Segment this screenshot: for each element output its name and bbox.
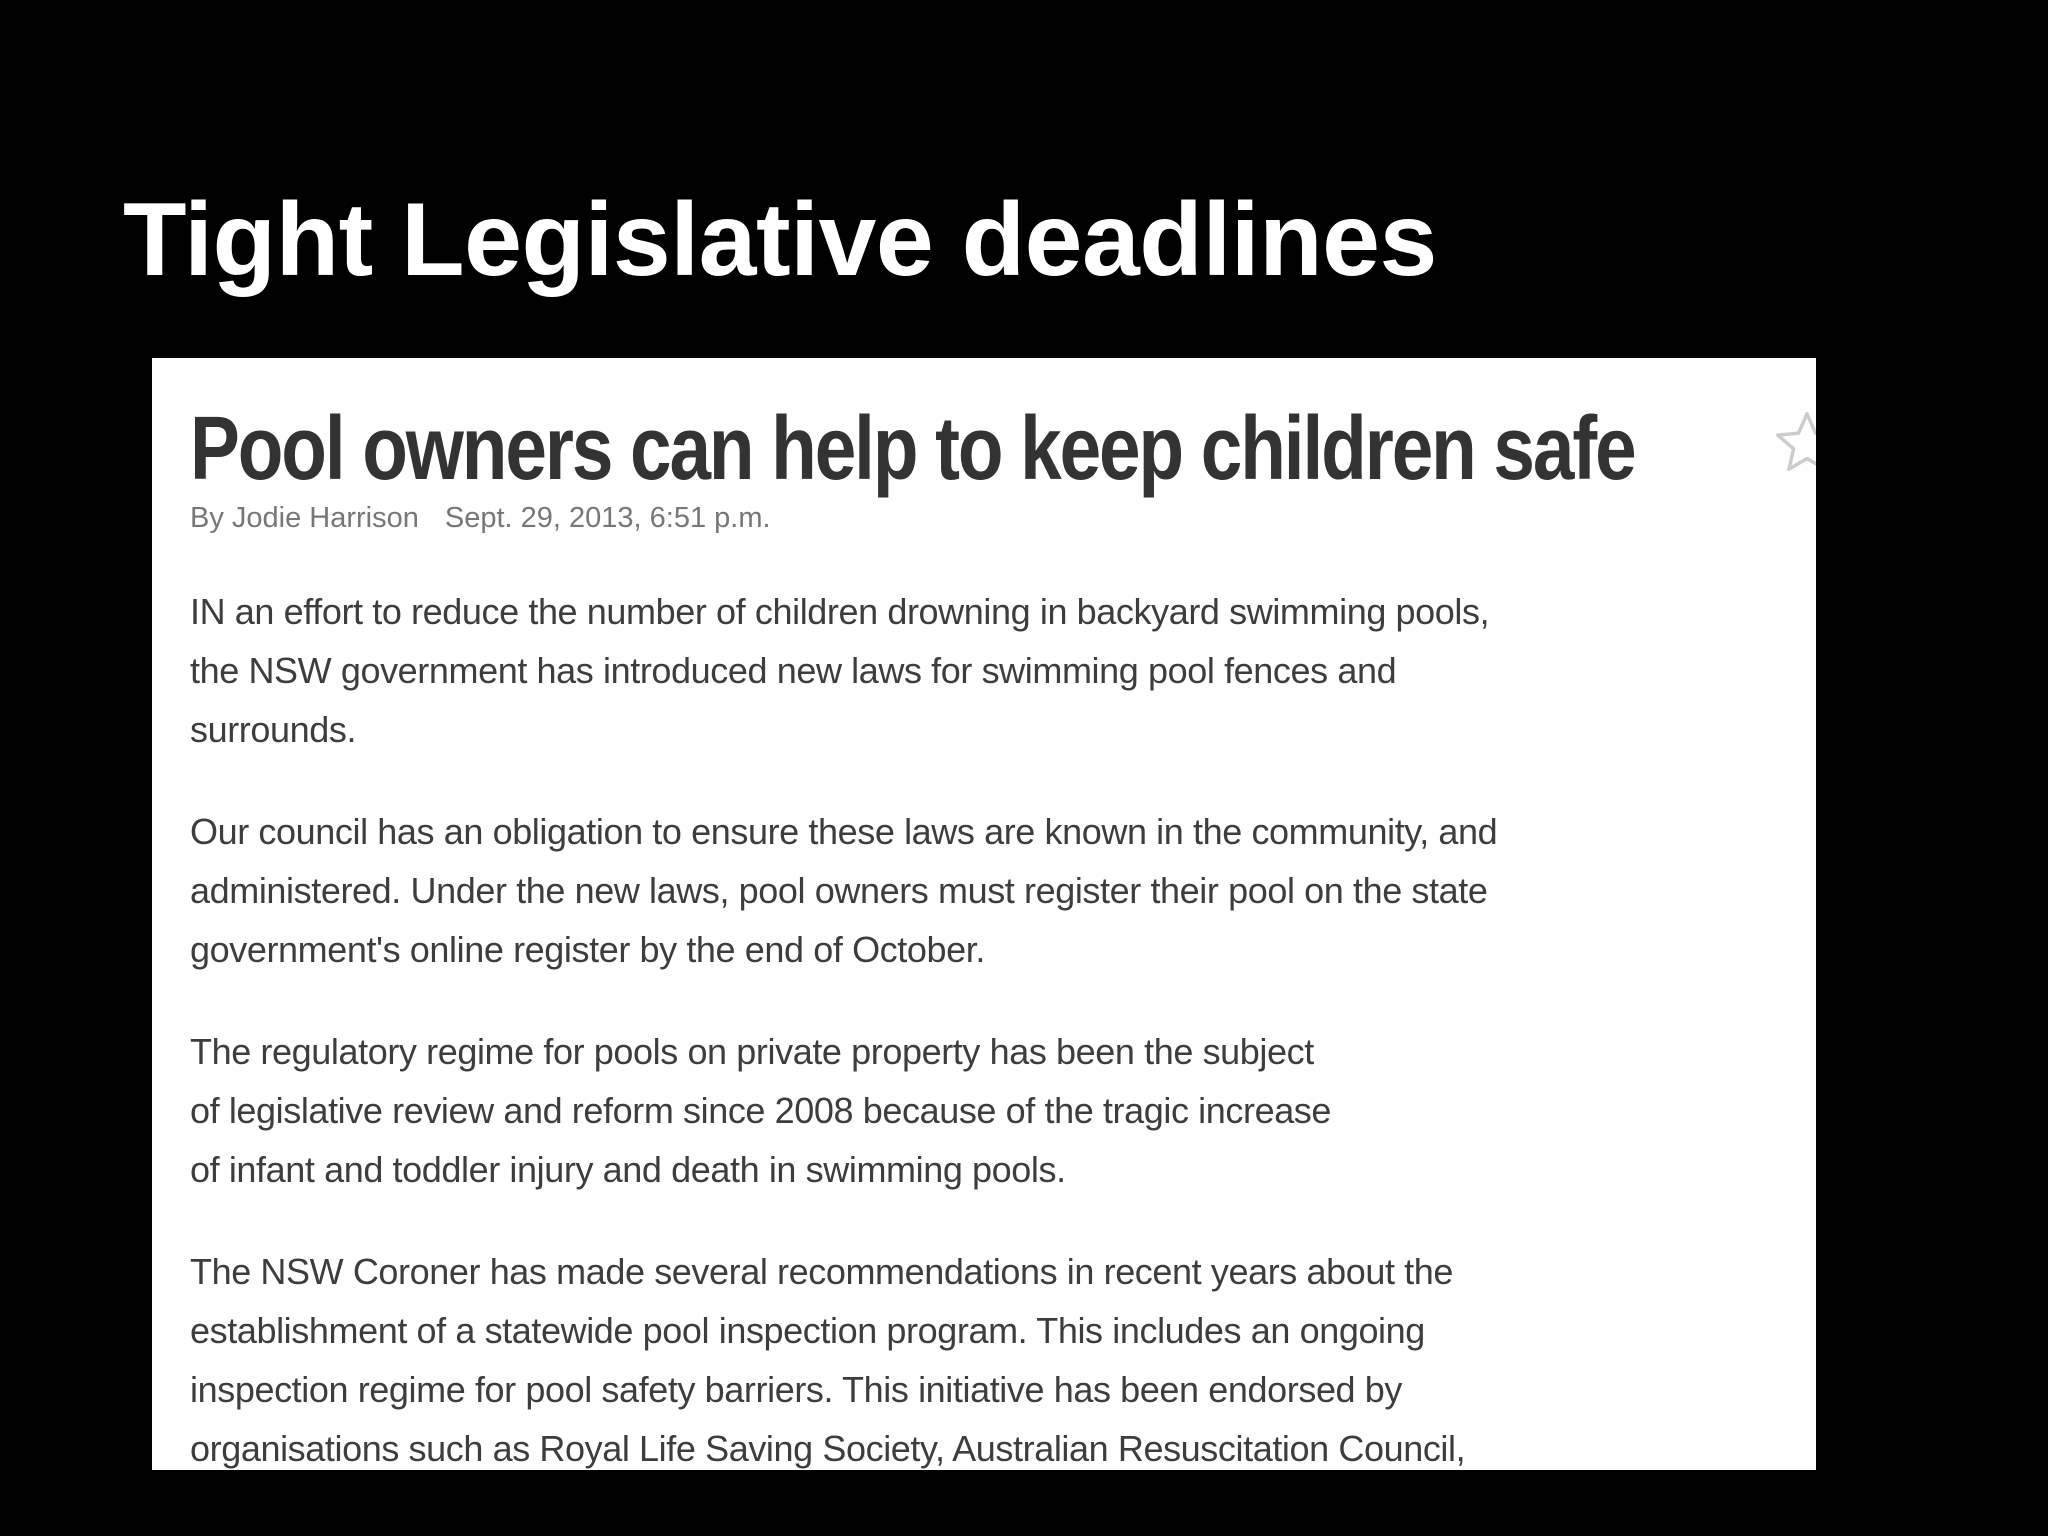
paragraph-line: government's online register by the end of October.	[190, 929, 985, 970]
paragraph-line: of legislative review and reform since 2008 because of the tragic increase	[190, 1090, 1332, 1131]
byline-date: Sept. 29, 2013, 6:51 p.m.	[444, 502, 771, 534]
article-paragraph	[190, 802, 1790, 979]
article-paragraph	[190, 582, 1790, 759]
article-byline	[190, 498, 771, 538]
paragraph-line: surrounds.	[190, 709, 357, 750]
paragraph-line: inspection regime for pool safety barriers. This initiative has been endorsed by	[190, 1369, 1403, 1410]
paragraph-line: the NSW government has introduced new laws for swimming pool fences and	[190, 650, 1397, 691]
article-paragraph	[190, 1242, 1790, 1470]
paragraph-line: IN an effort to reduce the number of children drowning in backyard swimming pools,	[190, 591, 1490, 632]
paragraph-line: organisations such as Royal Life Saving Society, Australian Resuscitation Council,	[190, 1428, 1466, 1469]
paragraph-line: establishment of a statewide pool inspection program. This includes an ongoing	[190, 1310, 1425, 1351]
paragraph-line: administered. Under the new laws, pool owners must register their pool on the state	[190, 870, 1488, 911]
star-outline-icon[interactable]	[1772, 408, 1816, 478]
article-body	[190, 582, 1790, 1470]
byline-author[interactable]: By Jodie Harrison	[190, 502, 419, 534]
paragraph-line: The regulatory regime for pools on private property has been the subject	[190, 1031, 1314, 1072]
paragraph-line: of infant and toddler injury and death in swimming pools.	[190, 1149, 1066, 1190]
article-paragraph	[190, 1022, 1790, 1199]
article-headline: Pool owners can help to keep children safe	[190, 399, 1635, 499]
article-screenshot	[152, 358, 1816, 1470]
paragraph-line: Our council has an obligation to ensure these laws are known in the community, and	[190, 811, 1498, 852]
paragraph-line: The NSW Coroner has made several recommendations in recent years about the	[190, 1251, 1454, 1292]
slide-title: Tight Legislative deadlines	[123, 182, 1437, 298]
